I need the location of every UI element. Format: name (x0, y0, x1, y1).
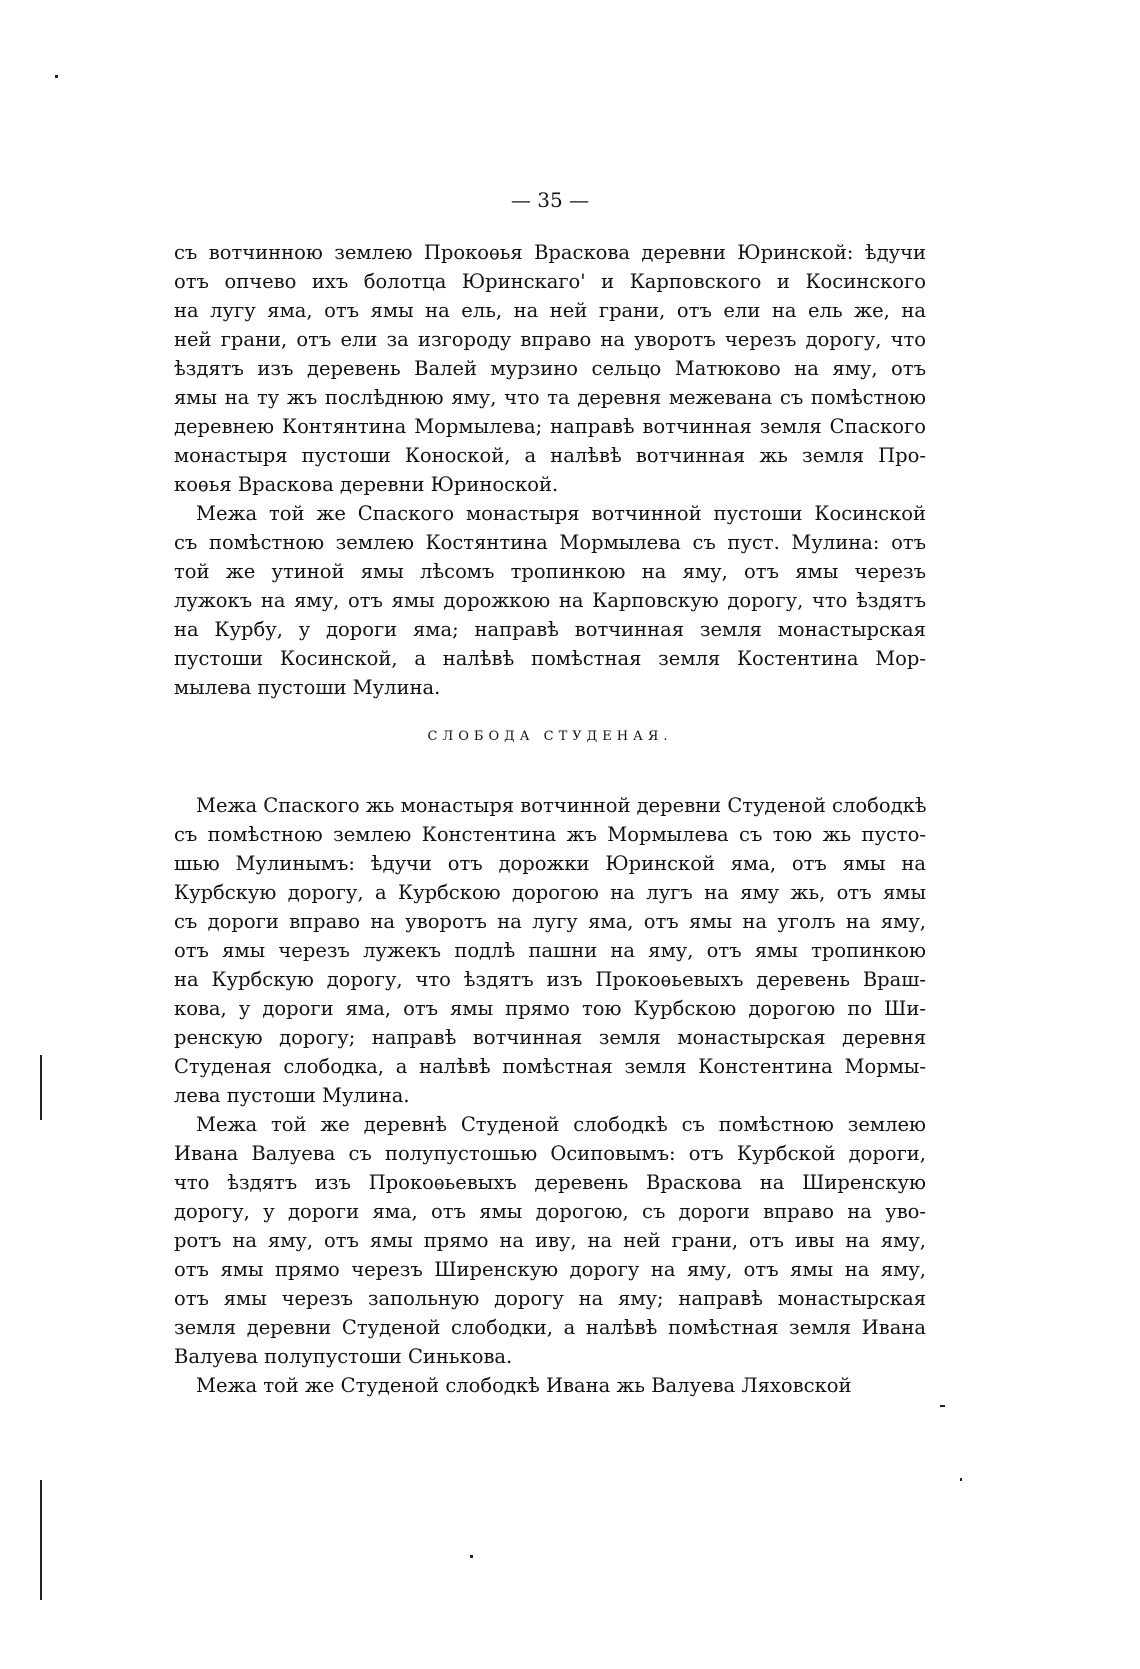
text-line: ямы на ту жъ послѣднюю яму, что та деревня межевана съ помѣстною (174, 386, 926, 409)
text-line: что ѣздятъ изъ Прокоѳьевыхъ деревень Враскова на Ширенскую (174, 1171, 926, 1194)
paragraph (174, 1110, 926, 1371)
text-line: деревнею Контянтина Мормылева; направѣ вотчинная земля Спаского (174, 415, 926, 438)
text-line: отъ ямы черезъ лужекъ подлѣ пашни на яму, отъ ямы тропинкою (174, 939, 926, 962)
text-line: Курбскую дорогу, а Курбскою дорогою на лугъ на яму жь, отъ ямы (174, 881, 926, 904)
text-line: на лугу яма, отъ ямы на ель, на ней грани, отъ ели на ель же, на (174, 299, 926, 322)
scan-speck (470, 1555, 473, 1558)
paragraph (174, 499, 926, 702)
text-line: земля деревни Студеной слободки, а налѣвѣ помѣстная земля Ивана (174, 1316, 926, 1339)
text-line: на Курбскую дорогу, что ѣздятъ изъ Прокоѳьевыхъ деревень Враш- (174, 968, 926, 991)
section-heading: СЛОБОДА СТУДЕНАЯ. (427, 729, 673, 744)
paragraph (174, 238, 926, 499)
text-line: лева пустоши Мулина. (174, 1084, 410, 1107)
paragraphs-after-heading (174, 791, 926, 1400)
scan-speck (960, 1478, 962, 1481)
text-line: съ помѣстною землею Костянтина Мормылева съ пуст. Мулина: отъ (174, 531, 926, 554)
text-line: Ивана Валуева съ полупустошью Осиповымъ: отъ Курбской дороги, (174, 1142, 926, 1165)
text-line: Валуева полупустоши Синькова. (174, 1345, 513, 1368)
text-line: монастыря пустоши Коноской, а налѣвѣ вотчинная жь земля Про- (174, 444, 926, 467)
text-line: съ вотчинною землею Прокоѳья Враскова деревни Юринской: ѣдучи (174, 241, 926, 264)
text-line: шью Мулинымъ: ѣдучи отъ дорожки Юринской яма, отъ ямы на (174, 852, 926, 875)
paragraphs-before-heading (174, 238, 926, 702)
text-line: той же утиной ямы лѣсомъ тропинкою на яму, отъ ямы черезъ (174, 560, 926, 583)
scan-speck (940, 1405, 945, 1407)
text-line: лужокъ на яму, отъ ямы дорожкою на Карповскую дорогу, что ѣздятъ (174, 589, 926, 612)
text-line: съ помѣстною землею Констентина жъ Мормылева съ тою жь пусто- (174, 823, 926, 846)
scan-edge-mark (40, 1055, 42, 1120)
text-line: съ дороги вправо на уворотъ на лугу яма, отъ ямы на уголъ на яму, (174, 910, 926, 933)
text-line: на Курбу, у дороги яма; направѣ вотчинная земля монастырская (174, 618, 926, 641)
text-line: Межа той же деревнѣ Студеной слободкѣ съ помѣстною землею (196, 1113, 926, 1136)
page-number: — 35 — (510, 188, 590, 212)
page-body (174, 238, 926, 1400)
text-line: отъ ямы прямо черезъ Ширенскую дорогу на яму, отъ ямы на яму, (174, 1258, 926, 1281)
text-line: ренскую дорогу; направѣ вотчинная земля монастырская деревня (174, 1026, 926, 1049)
text-line: кова, у дороги яма, отъ ямы прямо тою Курбскою дорогою по Ши- (174, 997, 926, 1020)
text-line: Межа Спаского жь монастыря вотчинной деревни Студеной слободкѣ (196, 794, 927, 817)
scan-edge-mark (40, 1480, 42, 1600)
text-line: отъ ямы черезъ запольную дорогу на яму; направѣ монастырская (174, 1287, 926, 1310)
text-line: Межа той же Спаского монастыря вотчинной пустоши Косинской (196, 502, 926, 525)
scan-speck (55, 75, 58, 78)
text-line: отъ опчево ихъ болотца Юринскаго' и Карповского и Косинского (174, 270, 926, 293)
text-line: мылева пустоши Мулина. (174, 676, 441, 699)
text-line: пустоши Косинской, а налѣвѣ помѣстная земля Костентина Мор- (174, 647, 926, 670)
text-line: дорогу, у дороги яма, отъ ямы дорогою, съ дороги вправо на уво- (174, 1200, 926, 1223)
paragraph (174, 791, 926, 1110)
text-line: коѳья Враскова деревни Юриноской. (174, 473, 559, 496)
text-line: Межа той же Студеной слободкѣ Ивана жь Валуева Ляховской (196, 1374, 852, 1397)
text-line: ротъ на яму, отъ ямы прямо на иву, на ней грани, отъ ивы на яму, (174, 1229, 926, 1252)
text-line: Студеная слободка, а налѣвѣ помѣстная земля Констентина Мормы- (174, 1055, 926, 1078)
text-line: ѣздятъ изъ деревень Валей мурзино сельцо Матюково на яму, отъ (174, 357, 926, 380)
paragraph (174, 1371, 926, 1400)
text-line: ней грани, отъ ели за изгороду вправо на уворотъ черезъ дорогу, что (174, 328, 926, 351)
